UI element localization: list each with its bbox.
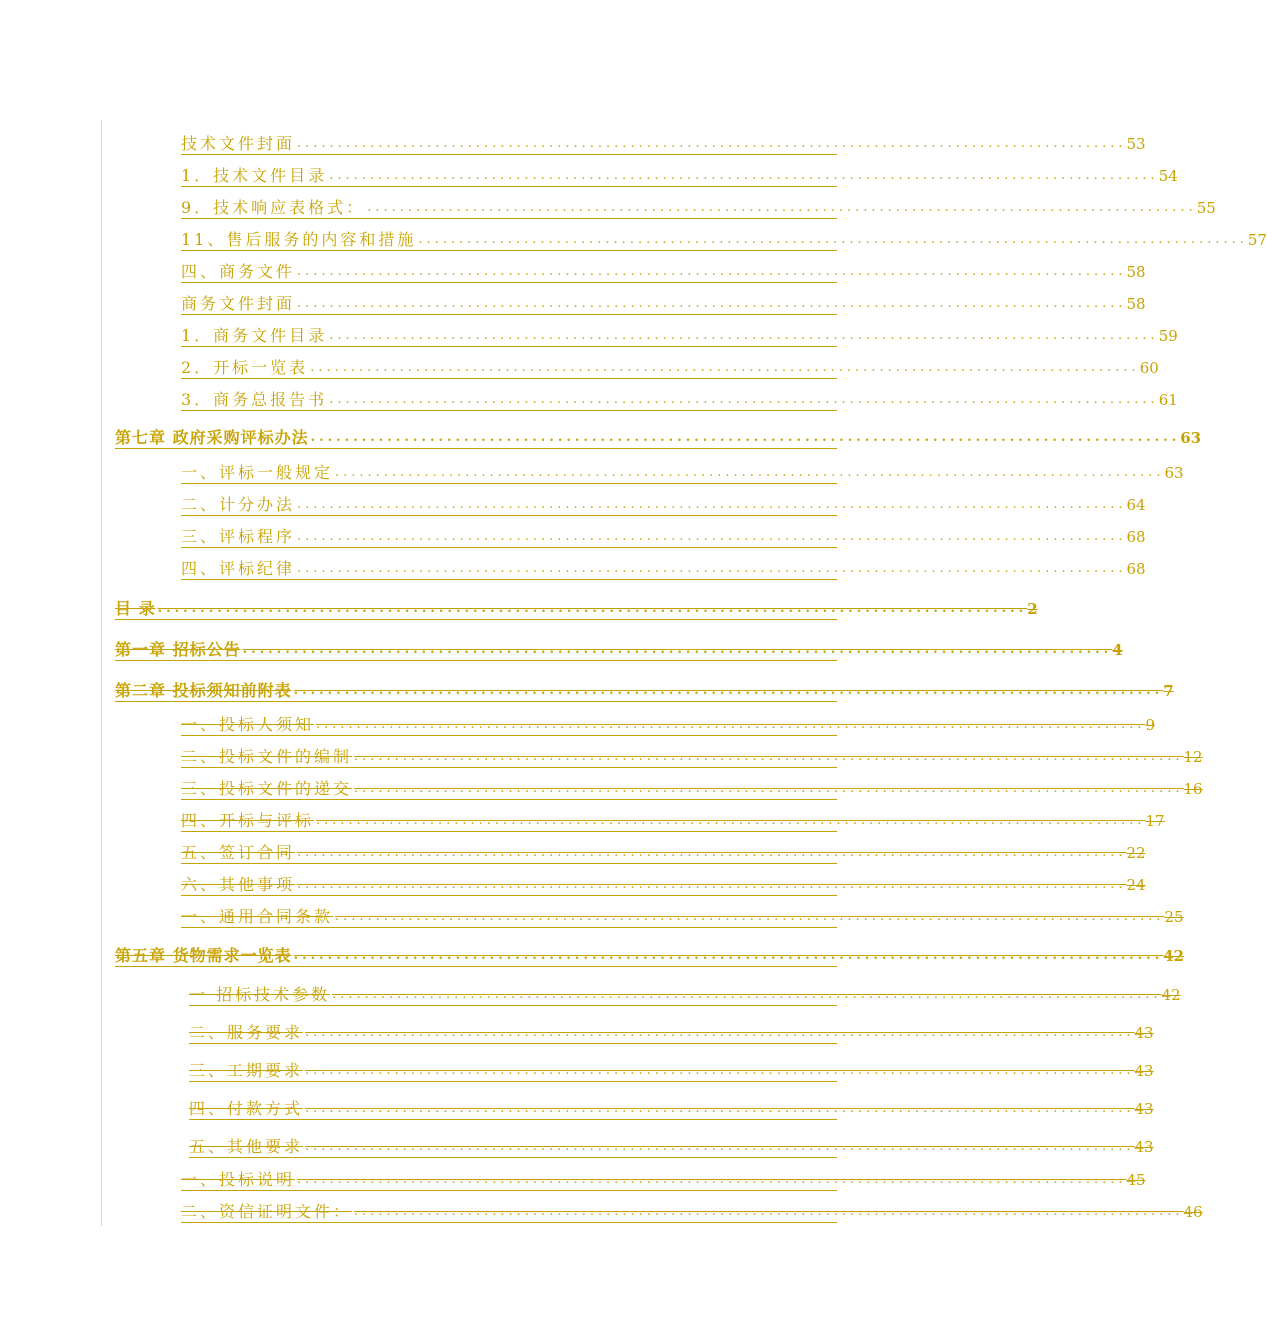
toc-leader-dots: ...................................................................................................... (297, 1172, 1127, 1187)
toc-leader-dots: ...................................................................................................... (293, 683, 1164, 698)
toc-entry[interactable] (181, 491, 1146, 516)
toc-entry[interactable] (181, 354, 1159, 379)
toc-entry-title: 二、投标文件的编制 (181, 747, 353, 766)
toc-entry-title: 二、计分办法 (181, 495, 296, 514)
toc-entry[interactable] (181, 322, 1178, 347)
toc-leader-dots: ...................................................................................................... (305, 1025, 1135, 1040)
toc-leader-dots: ...................................................................................................... (310, 430, 1181, 445)
toc-entry-title: 六、其他事项 (181, 875, 296, 894)
toc-entry-page: 54 (1158, 167, 1178, 185)
toc-entry[interactable] (181, 839, 1146, 864)
toc-entry[interactable] (181, 459, 1184, 484)
toc-chapter-entry[interactable] (115, 424, 1202, 449)
toc-entry-page: 4 (1112, 641, 1123, 659)
toc-entry[interactable] (189, 981, 1181, 1006)
toc-leader-dots: ...................................................................................................... (310, 360, 1140, 375)
toc-entry-page: 43 (1134, 1100, 1154, 1118)
toc-entry[interactable] (181, 226, 1267, 251)
toc-chapter-entry[interactable] (115, 595, 1038, 620)
toc-leader-dots: ...................................................................................................... (329, 168, 1159, 183)
toc-entry-title: 三、投标文件的递交 (181, 779, 353, 798)
toc-entry[interactable] (181, 290, 1146, 315)
toc-leader-dots: ...................................................................................................... (354, 749, 1184, 764)
toc-leader-dots: ...................................................................................................... (297, 296, 1127, 311)
toc-entry-title: 第七章 政府采购评标办法 (115, 428, 309, 447)
toc-entry-page: 42 (1161, 986, 1181, 1004)
toc-entry-page: 58 (1126, 263, 1146, 281)
toc-entry-page: 17 (1145, 812, 1165, 830)
toc-entry-title: 一、通用合同条款 (181, 907, 334, 926)
toc-entry-page: 22 (1126, 844, 1146, 862)
toc-chapter-entry[interactable] (115, 636, 1123, 661)
toc-leader-dots: ...................................................................................................... (335, 465, 1165, 480)
toc-entry-title: 3．商务总报告书 (181, 390, 328, 409)
toc-entry-title: 1．技术文件目录 (181, 166, 328, 185)
toc-entry-page: 25 (1164, 908, 1184, 926)
toc-entry-page: 64 (1126, 496, 1146, 514)
toc-entry-title: 五、其他要求 (189, 1137, 304, 1156)
toc-leader-dots: ...................................................................................................... (316, 717, 1146, 732)
toc-entry-title: 一 招标技术参数 (189, 985, 331, 1004)
toc-entry-title: 2．开标一览表 (181, 358, 309, 377)
toc-entry-page: 58 (1126, 295, 1146, 313)
toc-entry-page: 43 (1134, 1062, 1154, 1080)
toc-entry-title: 三、工期要求 (189, 1061, 304, 1080)
toc-chapter-entry[interactable] (115, 677, 1174, 702)
toc-entry-title: 一、投标人须知 (181, 715, 315, 734)
toc-entry[interactable] (181, 1198, 1203, 1223)
toc-entry-page: 53 (1126, 135, 1146, 153)
toc-leader-dots: ...................................................................................................... (329, 392, 1159, 407)
toc-entry-title: 四、评标纪律 (181, 559, 296, 578)
toc-entry-title: 第五章 货物需求一览表 (115, 946, 292, 965)
toc-entry-page: 12 (1183, 748, 1203, 766)
toc-entry-title: 四、商务文件 (181, 262, 296, 281)
toc-entry-page: 57 (1247, 231, 1267, 249)
toc-entry-page: 2 (1027, 600, 1038, 618)
toc-entry-page: 24 (1126, 876, 1146, 894)
toc-entry[interactable] (181, 903, 1184, 928)
toc-entry-page: 7 (1163, 682, 1174, 700)
toc-leader-dots: ...................................................................................................... (316, 813, 1146, 828)
toc-leader-dots: ...................................................................................................... (335, 909, 1165, 924)
toc-entry[interactable] (181, 194, 1216, 219)
toc-entry[interactable] (181, 162, 1178, 187)
toc-entry[interactable] (181, 555, 1146, 580)
toc-entry-page: 43 (1134, 1138, 1154, 1156)
toc-leader-dots: ...................................................................................................... (305, 1139, 1135, 1154)
toc-entry-page: 55 (1196, 199, 1216, 217)
toc-entry[interactable] (181, 1166, 1146, 1191)
toc-entry-title: 第二章 投标须知前附表 (115, 681, 292, 700)
toc-entry-page: 61 (1158, 391, 1178, 409)
toc-entry-title: 一、评标一般规定 (181, 463, 334, 482)
toc-entry[interactable] (181, 711, 1156, 736)
toc-leader-dots: ...................................................................................................... (418, 232, 1248, 247)
toc-entry-page: 43 (1134, 1024, 1154, 1042)
toc-entry[interactable] (181, 130, 1146, 155)
toc-leader-dots: ...................................................................................................... (293, 948, 1164, 963)
toc-leader-dots: ...................................................................................................... (305, 1063, 1135, 1078)
toc-entry-page: 9 (1145, 716, 1156, 734)
toc-entry-page: 68 (1126, 560, 1146, 578)
toc-entry-title: 四、付款方式 (189, 1099, 304, 1118)
toc-leader-dots: ...................................................................................................... (305, 1101, 1135, 1116)
toc-entry-title: 四、开标与评标 (181, 811, 315, 830)
toc-entry[interactable] (181, 523, 1146, 548)
toc-entry[interactable] (189, 1019, 1154, 1044)
toc-leader-dots: ...................................................................................................... (354, 781, 1184, 796)
toc-leader-dots: ...................................................................................................... (297, 529, 1127, 544)
toc-leader-dots: ...................................................................................................... (332, 987, 1162, 1002)
toc-entry-title: 第一章 招标公告 (115, 640, 241, 659)
toc-entry-page: 45 (1126, 1171, 1146, 1189)
toc-entry[interactable] (181, 258, 1146, 283)
toc-chapter-entry[interactable] (115, 942, 1185, 967)
toc-entry-page: 59 (1158, 327, 1178, 345)
toc-entry[interactable] (181, 743, 1203, 768)
toc-entry-page: 63 (1180, 429, 1202, 447)
toc-leader-dots: ...................................................................................................... (297, 845, 1127, 860)
toc-entry-page: 16 (1183, 780, 1203, 798)
toc-leader-dots: ...................................................................................................... (367, 200, 1197, 215)
toc-entry[interactable] (189, 1095, 1154, 1120)
toc-entry-page: 46 (1183, 1203, 1203, 1221)
toc-leader-dots: ...................................................................................................... (329, 328, 1159, 343)
toc-entry[interactable] (189, 1057, 1154, 1082)
page-margin-rule (101, 120, 102, 1226)
toc-leader-dots: ...................................................................................................... (157, 601, 1028, 616)
toc-leader-dots: ...................................................................................................... (297, 264, 1127, 279)
toc-entry[interactable] (181, 775, 1203, 800)
toc-entry[interactable] (189, 1133, 1154, 1158)
toc-entry-title: 三、评标程序 (181, 527, 296, 546)
toc-leader-dots: ...................................................................................................... (354, 1204, 1184, 1219)
toc-entry-page: 68 (1126, 528, 1146, 546)
toc-leader-dots: ...................................................................................................... (297, 561, 1127, 576)
toc-entry-page: 63 (1164, 464, 1184, 482)
toc-entry-title: 二、服务要求 (189, 1023, 304, 1042)
toc-entry[interactable] (181, 386, 1178, 411)
toc-entry-title: 9．技术响应表格式： (181, 198, 366, 217)
toc-entry-title: 一、投标说明 (181, 1170, 296, 1189)
toc-entry-page: 42 (1163, 947, 1185, 965)
toc-entry-title: 商务文件封面 (181, 294, 296, 313)
toc-entry-title: 1．商务文件目录 (181, 326, 328, 345)
toc-entry-title: 二、资信证明文件： (181, 1202, 353, 1221)
toc-leader-dots: ...................................................................................................... (242, 642, 1113, 657)
toc-entry[interactable] (181, 807, 1165, 832)
toc-entry-title: 技术文件封面 (181, 134, 296, 153)
toc-entry-title: 11、售后服务的内容和措施 (181, 230, 417, 249)
toc-leader-dots: ...................................................................................................... (297, 877, 1127, 892)
toc-leader-dots: ...................................................................................................... (297, 497, 1127, 512)
toc-entry-title: 目 录 (115, 599, 156, 618)
toc-entry-page: 60 (1139, 359, 1159, 377)
toc-entry-title: 五、签订合同 (181, 843, 296, 862)
toc-entry[interactable] (181, 871, 1146, 896)
toc-leader-dots: ...................................................................................................... (297, 136, 1127, 151)
